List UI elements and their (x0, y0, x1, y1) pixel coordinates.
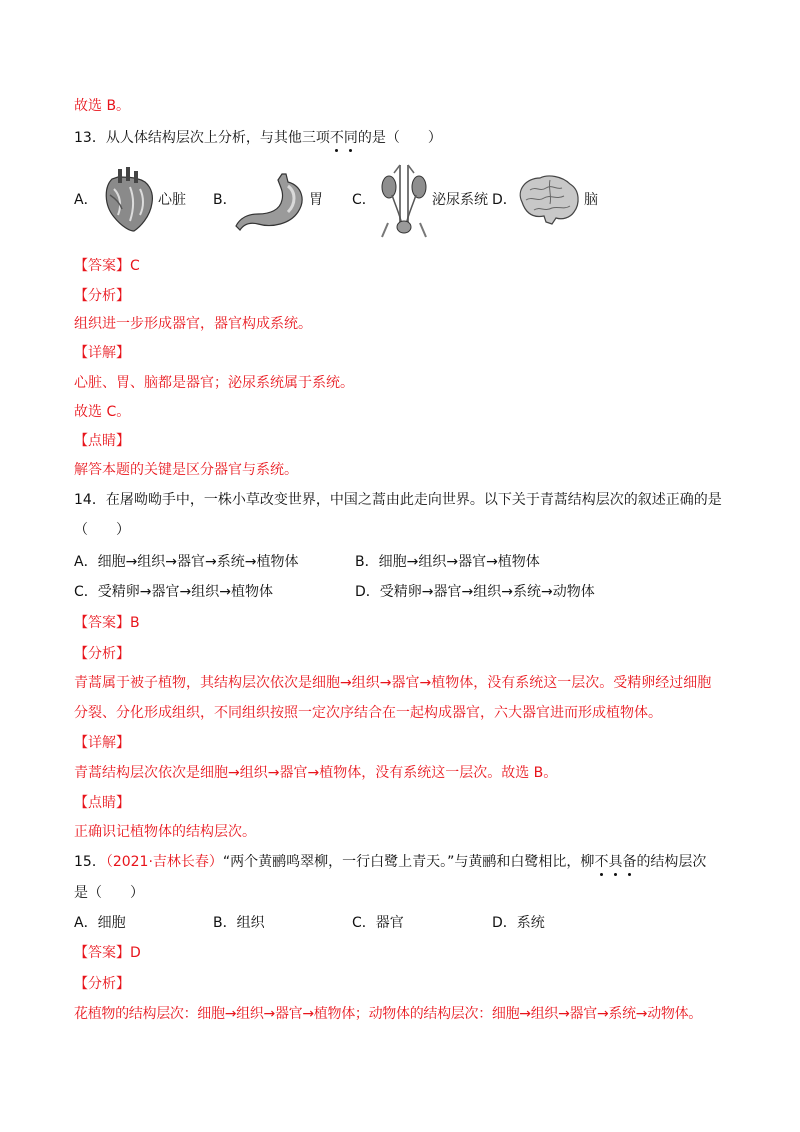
q14-answer (74, 613, 140, 633)
q13-option-a-label: 心脏 (158, 192, 186, 208)
heart-icon (100, 165, 156, 235)
q15-stem (74, 852, 706, 872)
q13-option-c-label: 泌尿系统 (432, 192, 488, 208)
q14-stem-1: 14．在屠呦呦手中，一株小草改变世界，中国之蒿由此走向世界。以下关于青蒿结构层次的叙述正确的是 (74, 492, 722, 508)
q14-answer-value: B (130, 615, 140, 631)
q13-detail-2: 故选 C。 (74, 404, 131, 420)
q13-answer-value: C (130, 258, 140, 274)
q14-option-d: D．受精卵→器官→组织→系统→动物体 (355, 584, 595, 600)
q15-number: 15． (74, 854, 106, 870)
q13-stem (74, 128, 442, 148)
q13-detail-1: 心脏、胃、脑都是器官；泌尿系统属于系统。 (74, 375, 354, 391)
q13-analysis-tag: 【分析】 (74, 288, 130, 304)
q15-option-d: D．系统 (492, 915, 545, 931)
q13-detail-tag: 【详解】 (74, 345, 130, 361)
q14-analysis-1: 青蒿属于被子植物，其结构层次依次是细胞→组织→器官→植物体，没有系统这一层次。受精卵经过细胞 (74, 675, 712, 691)
q14-answer-tag: 【答案】 (74, 615, 130, 631)
q13-option-a-letter: A． (74, 192, 98, 208)
q13-key: 解答本题的关键是区分器官与系统。 (74, 462, 298, 478)
q13-stem-pre: 13．从人体结构层次上分析，与其他三项 (74, 130, 330, 146)
q14-key: 正确识记植物体的结构层次。 (74, 824, 256, 840)
q15-stem-post: 的结构层次 (636, 854, 707, 870)
previous-answer-tail: 故选 B。 (74, 98, 131, 114)
q13-answer (74, 256, 140, 276)
q13-option-d-letter: D． (492, 192, 517, 208)
q15-source: （2021·吉林长春） (105, 854, 223, 870)
q13-option-c-letter: C． (352, 192, 376, 208)
q15-analysis-tag: 【分析】 (74, 976, 130, 992)
q14-key-tag: 【点睛】 (74, 795, 130, 811)
q14-stem-2: （ ） (74, 522, 130, 538)
q15-emphasis-3: 备 (622, 854, 637, 870)
urinary-system-icon (378, 163, 430, 239)
q14-analysis-tag: 【分析】 (74, 646, 130, 662)
q15-emphasis-2: 具 (608, 854, 623, 870)
q15-option-b: B．组织 (213, 915, 265, 931)
q15-stem-2: 是（ ） (74, 885, 144, 901)
q13-emphasis-2: 同 (343, 130, 358, 146)
q15-stem-pre: “两个黄鹂鸣翠柳，一行白鹭上青天。”与黄鹂和白鹭相比，柳 (222, 854, 595, 870)
q15-option-c: C．器官 (352, 915, 404, 931)
q15-option-a: A．细胞 (74, 915, 126, 931)
q14-option-a: A．细胞→组织→器官→系统→植物体 (74, 554, 299, 570)
q13-answer-tag: 【答案】 (74, 258, 130, 274)
q13-stem-post: 的是（ ） (357, 130, 442, 146)
q13-emphasis-1: 不 (329, 130, 344, 146)
stomach-icon (232, 170, 310, 232)
q13-analysis: 组织进一步形成器官，器官构成系统。 (74, 316, 312, 332)
q15-answer-tag: 【答案】 (74, 945, 130, 961)
q14-analysis-2: 分裂、分化形成组织，不同组织按照一定次序结合在一起构成器官，六大器官进而形成植物体。 (74, 705, 662, 721)
q15-answer (74, 943, 141, 963)
q15-analysis: 花植物的结构层次：细胞→组织→器官→植物体；动物体的结构层次：细胞→组织→器官→系统→动物体。 (74, 1006, 703, 1022)
brain-icon (514, 172, 582, 228)
q14-option-b: B．细胞→组织→器官→植物体 (355, 554, 540, 570)
q13-key-tag: 【点睛】 (74, 433, 130, 449)
q14-detail-tag: 【详解】 (74, 735, 130, 751)
q13-option-d-label: 脑 (584, 192, 598, 208)
q15-emphasis-1: 不 (594, 854, 609, 870)
q14-detail: 青蒿结构层次依次是细胞→组织→器官→植物体，没有系统这一层次。故选 B。 (74, 765, 558, 781)
q13-option-b-label: 胃 (309, 192, 323, 208)
q13-option-b-letter: B． (213, 192, 237, 208)
q14-option-c: C．受精卵→器官→组织→植物体 (74, 584, 273, 600)
q15-answer-value: D (130, 945, 141, 961)
